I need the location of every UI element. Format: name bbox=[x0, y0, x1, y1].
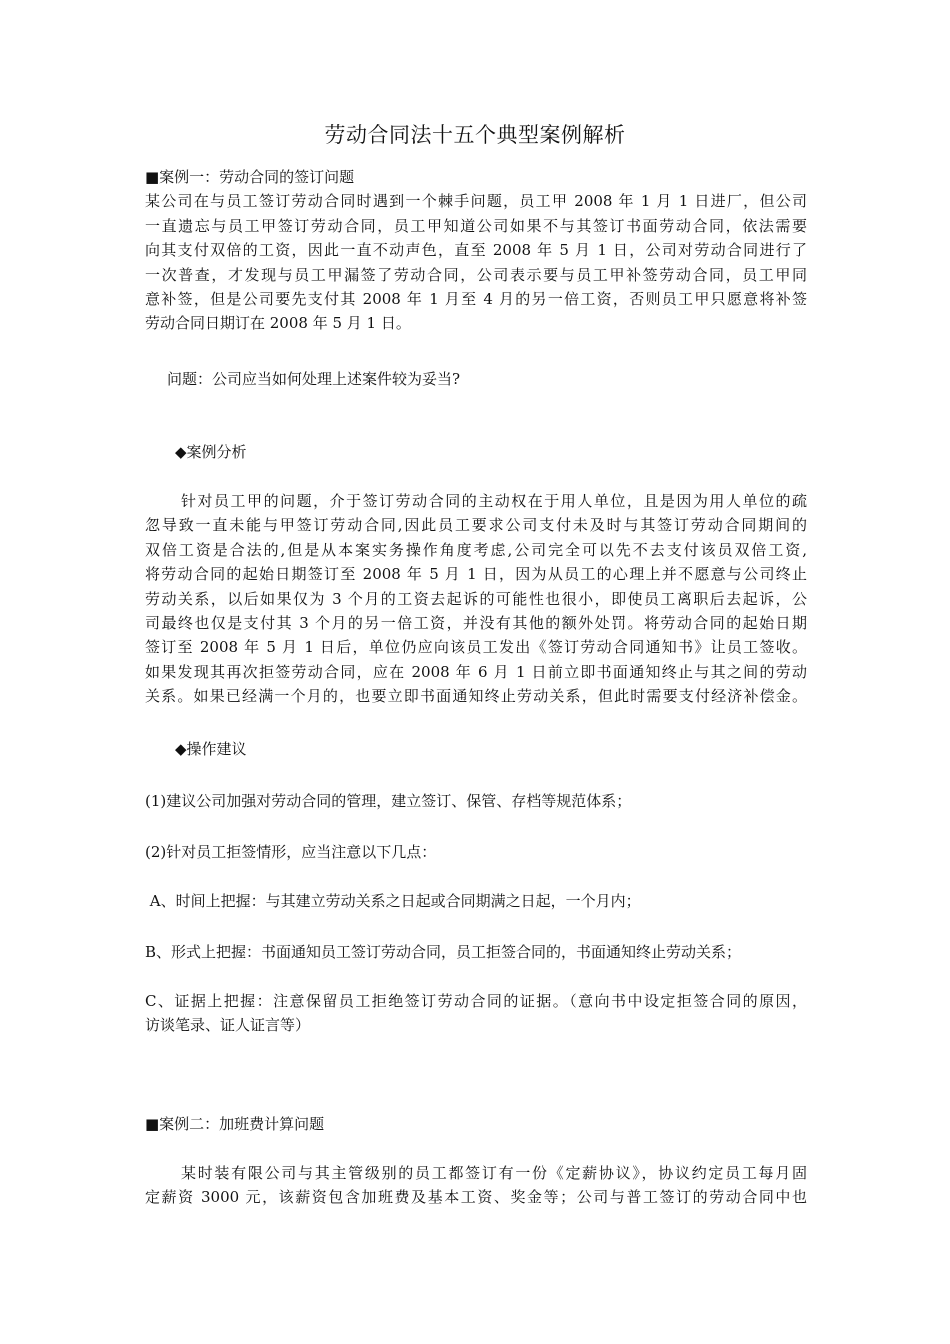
paragraph-line: 双倍工资是合法的,但是从本案实务操作角度考虑,公司完全可以先不去支付该员双倍工资, bbox=[145, 540, 807, 559]
case1-question bbox=[145, 367, 807, 391]
advice-item-b bbox=[145, 940, 807, 964]
paragraph-line: 某公司在与员工签订劳动合同时遇到一个棘手问题，员工甲 2008 年 1 月 1 日进厂，但公司 bbox=[145, 192, 807, 211]
advice-text: C、证据上把握：注意保留员工拒绝签订劳动合同的证据。（意向书中设定拒签合同的原因， bbox=[145, 992, 807, 1010]
analysis-heading-block bbox=[145, 440, 807, 464]
advice-item-1 bbox=[145, 789, 807, 813]
case2-heading-block bbox=[145, 1112, 807, 1136]
advice-item-2 bbox=[145, 840, 807, 864]
advice-heading-block bbox=[145, 737, 807, 761]
paragraph-line: 签订至 2008 年 5 月 1 日后，单位仍应向该员工发出《签订劳动合同通知书》让员工签收。 bbox=[145, 638, 807, 657]
advice-text: (1)建议公司加强对劳动合同的管理，建立签订、保管、存档等规范体系； bbox=[145, 792, 632, 810]
advice-text: 访谈笔录、证人证言等） bbox=[145, 1016, 311, 1035]
paragraph-line: 针对员工甲的问题，介于签订劳动合同的主动权在于用人单位，且是因为用人单位的疏 bbox=[181, 492, 807, 510]
paragraph-line: 将劳动合同的起始日期签订至 2008 年 5 月 1 日，因为从员工的心理上并不愿意与公司终止 bbox=[145, 565, 807, 584]
advice-item-c bbox=[145, 989, 807, 1038]
question-text: 问题：公司应当如何处理上述案件较为妥当? bbox=[167, 370, 461, 388]
paragraph-line: 一次普查，才发现与员工甲漏签了劳动合同，公司表示要与员工甲补签劳动合同，员工甲同 bbox=[145, 265, 807, 284]
analysis-paragraph bbox=[145, 489, 807, 709]
paragraph-line: 一直遗忘与员工甲签订劳动合同，员工甲知道公司如果不与其签订书面劳动合同，依法需要 bbox=[145, 216, 807, 235]
paragraph-line: 关系。如果已经满一个月的，也要立即书面通知终止劳动关系，但此时需要支付经济补偿金。 bbox=[145, 687, 807, 706]
paragraph-line: 忽导致一直未能与甲签订劳动合同,因此员工要求公司支付未及时与其签订劳动合同期间的 bbox=[145, 516, 807, 535]
case2-heading: ■案例二：加班费计算问题 bbox=[145, 1115, 325, 1133]
paragraph-line: 劳动合同日期订在 2008 年 5 月 1 日。 bbox=[145, 314, 411, 333]
paragraph-line: 定薪资 3000 元，该薪资包含加班费及基本工资、奖金等；公司与普工签订的劳动合同中也 bbox=[145, 1188, 807, 1207]
advice-heading: ◆操作建议 bbox=[175, 740, 247, 758]
advice-text: B、形式上把握：书面通知员工签订劳动合同，员工拒签合同的，书面通知终止劳动关系； bbox=[145, 943, 742, 961]
paragraph-line: 意补签，但是公司要先支付其 2008 年 1 月至 4 月的另一倍工资，否则员工甲只愿意将补签 bbox=[145, 290, 807, 309]
case1-section bbox=[145, 165, 807, 336]
advice-text: (2)针对员工拒签情形，应当注意以下几点： bbox=[145, 843, 437, 861]
case1-heading: ■案例一：劳动合同的签订问题 bbox=[145, 168, 355, 186]
paragraph-line: 司最终也仅是支付其 3 个月的另一倍工资，并没有其他的额外处罚。将劳动合同的起始日期 bbox=[145, 614, 807, 633]
paragraph-line: 某时装有限公司与其主管级别的员工都签订有一份《定薪协议》，协议约定员工每月固 bbox=[181, 1164, 807, 1182]
page-title: 劳动合同法十五个典型案例解析 bbox=[324, 123, 626, 147]
advice-item-a bbox=[145, 889, 807, 913]
analysis-heading: ◆案例分析 bbox=[175, 443, 247, 461]
paragraph-line: 向其支付双倍的工资，因此一直不动声色，直至 2008 年 5 月 1 日，公司对劳动合同进行了 bbox=[145, 241, 807, 260]
paragraph-line: 劳动关系，以后如果仅为 3 个月的工资去起诉的可能性也很小，即使员工离职后去起诉，公 bbox=[145, 589, 807, 608]
paragraph-line: 如果发现其再次拒签劳动合同，应在 2008 年 6 月 1 日前立即书面通知终止与其之间的劳动 bbox=[145, 662, 807, 681]
advice-text: A、时间上把握：与其建立劳动关系之日起或合同期满之日起，一个月内； bbox=[145, 892, 641, 910]
case2-paragraph bbox=[145, 1161, 807, 1210]
